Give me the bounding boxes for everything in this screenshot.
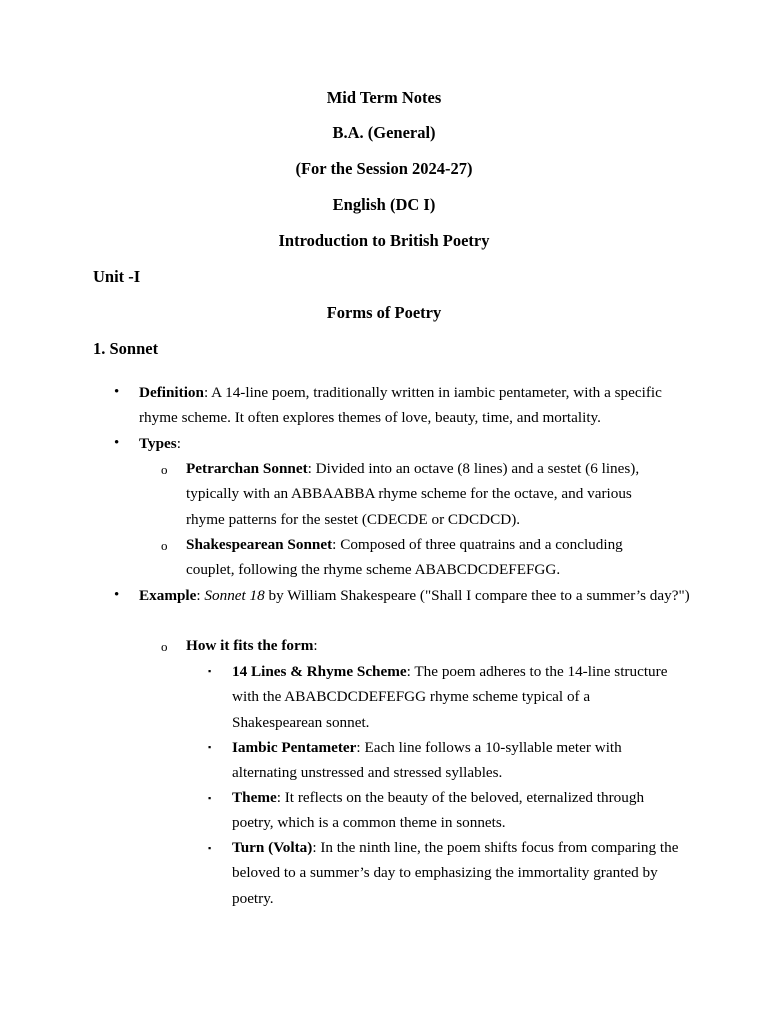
shakespearean-term: Shakespearean Sonnet bbox=[186, 536, 333, 553]
bullet-how-it-fits: o bbox=[161, 639, 168, 654]
bullet-types: • bbox=[114, 435, 120, 451]
types-item bbox=[139, 431, 699, 456]
subsection-title: 1. Sonnet bbox=[93, 339, 159, 358]
volta-item bbox=[232, 835, 682, 911]
how-it-fits-item bbox=[186, 633, 666, 658]
petrarchan-text: Divided into an octave (8 lines) and a sestet (6 lines), typically with an ABBAABBA rhyme scheme for the octave, and various rhyme patterns for the sestet (CDECDE or CDCDCD). bbox=[186, 460, 640, 528]
bullet-definition: • bbox=[114, 384, 120, 400]
example-work: Sonnet 18 bbox=[204, 587, 265, 604]
bullet-theme: ▪ bbox=[208, 793, 212, 803]
doc-title: Mid Term Notes bbox=[326, 88, 442, 107]
petrarchan-term: Petrarchan Sonnet bbox=[186, 460, 308, 477]
lines-rhyme-sep: : bbox=[406, 663, 415, 680]
types-term: Types bbox=[139, 435, 177, 452]
types-sep: : bbox=[176, 435, 181, 452]
iambic-term: Iambic Pentameter bbox=[232, 739, 357, 756]
section-title: Forms of Poetry bbox=[326, 303, 442, 322]
shakespearean-item bbox=[186, 532, 666, 583]
lines-rhyme-item bbox=[232, 659, 682, 735]
definition-term: Definition bbox=[139, 384, 204, 401]
bullet-petrarchan: o bbox=[161, 462, 168, 477]
definition-text: A 14-line poem, traditionally written in iambic pentameter, with a specific rhyme scheme. It often explores themes of love, beauty, time, and mortality. bbox=[139, 384, 662, 427]
example-text: by William Shakespeare ("Shall I compare thee to a summer’s day?") bbox=[264, 587, 690, 604]
degree-heading: B.A. (General) bbox=[332, 123, 436, 142]
lines-rhyme-text: The poem adheres to the 14-line structure with the ABABCDCDEFEFGG rhyme scheme typical of a Shakespearean sonnet. bbox=[232, 663, 668, 731]
example-item bbox=[139, 583, 699, 608]
example-term: Example bbox=[139, 587, 197, 604]
definition-sep: : bbox=[203, 384, 212, 401]
volta-term: Turn (Volta) bbox=[232, 839, 313, 856]
paper-heading: English (DC I) bbox=[332, 195, 436, 214]
bullet-iambic: ▪ bbox=[208, 742, 212, 752]
course-heading: Introduction to British Poetry bbox=[278, 231, 490, 250]
theme-item bbox=[232, 785, 682, 836]
bullet-example: • bbox=[114, 587, 120, 603]
lines-rhyme-term: 14 Lines & Rhyme Scheme bbox=[232, 663, 407, 680]
volta-text: In the ninth line, the poem shifts focus from comparing the beloved to a summer’s day to emphasizing the immortality granted by poetry. bbox=[232, 839, 679, 907]
shakespearean-sep: : bbox=[332, 536, 341, 553]
unit-label: Unit -I bbox=[93, 267, 141, 286]
bullet-shakespearean: o bbox=[161, 538, 168, 553]
petrarchan-sep: : bbox=[307, 460, 316, 477]
theme-sep: : bbox=[276, 789, 285, 806]
iambic-sep: : bbox=[356, 739, 365, 756]
theme-term: Theme bbox=[232, 789, 277, 806]
volta-sep: : bbox=[312, 839, 321, 856]
example-sep: : bbox=[196, 587, 205, 604]
bullet-volta: ▪ bbox=[208, 843, 212, 853]
definition-item bbox=[139, 380, 699, 431]
how-it-fits-term: How it fits the form bbox=[186, 637, 314, 654]
how-it-fits-sep: : bbox=[313, 637, 318, 654]
theme-text: It reflects on the beauty of the beloved, eternalized through poetry, which is a common theme in sonnets. bbox=[232, 789, 645, 832]
bullet-lines-rhyme: ▪ bbox=[208, 666, 212, 676]
iambic-item bbox=[232, 735, 682, 786]
iambic-text: Each line follows a 10-syllable meter with alternating unstressed and stressed syllables. bbox=[232, 739, 622, 782]
session-heading: (For the Session 2024-27) bbox=[295, 159, 473, 178]
shakespearean-text: Composed of three quatrains and a concluding couplet, following the rhyme scheme ABABCDCDEFEFGG. bbox=[186, 536, 623, 579]
petrarchan-item bbox=[186, 456, 666, 532]
